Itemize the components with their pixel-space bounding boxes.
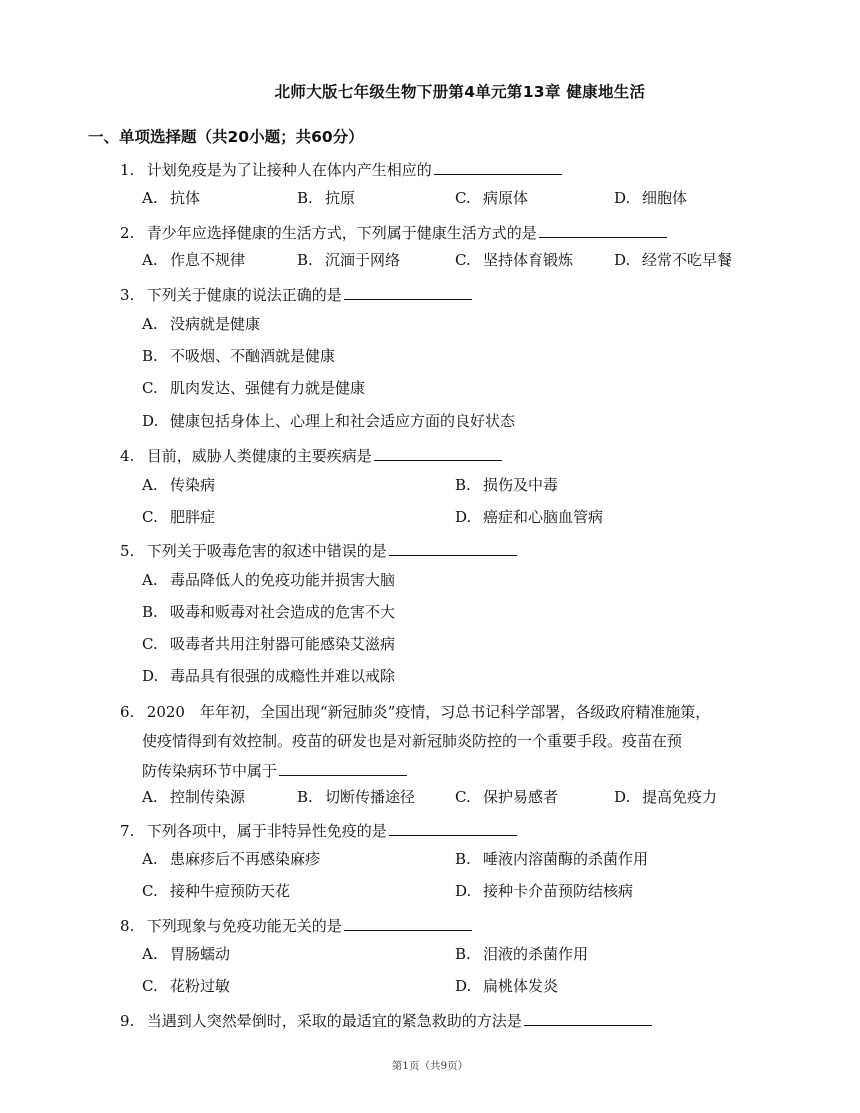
question-text-line-3: 防传染病环节中属于 — [142, 760, 407, 781]
question-text: 下列关于吸毒危害的叙述中错误的是 — [146, 542, 387, 560]
question-9 — [120, 1010, 652, 1031]
question-number: 8. — [120, 917, 135, 935]
question-5 — [120, 540, 517, 561]
question-number: 9. — [120, 1012, 135, 1030]
option-c: C. 病原体 — [455, 189, 529, 207]
question-8 — [120, 915, 472, 936]
question-text: 下列各项中，属于非特异性免疫的是 — [146, 822, 387, 840]
option-d: D. 扁桃体发炎 — [455, 977, 559, 995]
option-b: B. 不吸烟、不酗酒就是健康 — [142, 347, 336, 365]
question-text: 目前，威胁人类健康的主要疾病是 — [146, 447, 372, 465]
question-number: 2. — [120, 224, 135, 242]
option-b: B. 沉湎于网络 — [297, 251, 401, 269]
option-d: D. 经常不吃早餐 — [614, 251, 733, 269]
answer-blank — [434, 160, 562, 175]
answer-blank — [374, 446, 502, 461]
question-text-line-1: 2020 年年初，全国出现“新冠肺炎”疫情，习总书记科学部署，各级政府精准施策， — [146, 703, 711, 721]
option-c: C. 接种牛痘预防天花 — [142, 882, 291, 900]
option-b: B. 吸毒和贩毒对社会造成的危害不大 — [142, 603, 396, 621]
option-c: C. 吸毒者共用注射器可能感染艾滋病 — [142, 635, 396, 653]
question-text: 下列关于健康的说法正确的是 — [146, 286, 342, 304]
option-a: A. 没病就是健康 — [142, 315, 261, 333]
question-4 — [120, 445, 502, 466]
answer-blank — [344, 285, 472, 300]
document-title: 北师大版七年级生物下册第4单元第13章 健康地生活 — [274, 83, 646, 101]
option-c: C. 肌肉发达、强健有力就是健康 — [142, 379, 366, 397]
answer-blank — [524, 1011, 652, 1026]
section-heading: 一、单项选择题（共20小题；共60分） — [88, 128, 364, 146]
question-number: 1. — [120, 161, 135, 179]
option-c: C. 坚持体育锻炼 — [455, 251, 574, 269]
question-6 — [120, 701, 710, 722]
option-d: D. 接种卡介苗预防结核病 — [455, 882, 634, 900]
option-c: C. 肥胖症 — [142, 508, 216, 526]
question-text: 青少年应选择健康的生活方式，下列属于健康生活方式的是 — [146, 224, 537, 242]
question-text-line-2: 使疫情得到有效控制。疫苗的研发也是对新冠肺炎防控的一个重要手段。疫苗在预 — [142, 732, 683, 750]
option-d: D. 健康包括身体上、心理上和社会适应方面的良好状态 — [142, 412, 516, 430]
option-a: A. 毒品降低人的免疫功能并损害大脑 — [142, 571, 396, 589]
question-number: 6. — [120, 703, 135, 721]
option-b: B. 抗原 — [297, 189, 356, 207]
option-d: D. 癌症和心脑血管病 — [455, 508, 604, 526]
question-number: 5. — [120, 542, 135, 560]
option-a: A. 胃肠蠕动 — [142, 945, 231, 963]
answer-blank — [389, 821, 517, 836]
option-b: B. 损伤及中毒 — [455, 476, 559, 494]
page-footer: 第1页（共9页） — [391, 1060, 469, 1072]
answer-blank — [389, 541, 517, 556]
option-b: B. 切断传播途径 — [297, 788, 416, 806]
question-number: 3. — [120, 286, 135, 304]
option-a: A. 传染病 — [142, 476, 216, 494]
option-c: C. 保护易感者 — [455, 788, 559, 806]
question-number: 7. — [120, 822, 135, 840]
question-text: 下列现象与免疫功能无关的是 — [146, 917, 342, 935]
option-c: C. 花粉过敏 — [142, 977, 231, 995]
option-a: A. 抗体 — [142, 189, 201, 207]
question-2 — [120, 222, 667, 243]
question-text: 计划免疫是为了让接种人在体内产生相应的 — [146, 161, 432, 179]
option-d: D. 细胞体 — [614, 189, 688, 207]
option-d: D. 毒品具有很强的成瘾性并难以戒除 — [142, 667, 396, 685]
option-b: B. 泪液的杀菌作用 — [455, 945, 589, 963]
option-a: A. 患麻疹后不再感染麻疹 — [142, 850, 321, 868]
answer-blank — [539, 223, 667, 238]
answer-blank — [279, 761, 407, 776]
question-number: 4. — [120, 447, 135, 465]
question-3 — [120, 284, 472, 305]
question-1 — [120, 159, 562, 180]
option-d: D. 提高免疫力 — [614, 788, 718, 806]
option-b: B. 唾液内溶菌酶的杀菌作用 — [455, 850, 649, 868]
question-text: 当遇到人突然晕倒时，采取的最适宜的紧急救助的方法是 — [146, 1012, 522, 1030]
option-a: A. 作息不规律 — [142, 251, 246, 269]
question-7 — [120, 820, 517, 841]
option-a: A. 控制传染源 — [142, 788, 246, 806]
answer-blank — [344, 916, 472, 931]
